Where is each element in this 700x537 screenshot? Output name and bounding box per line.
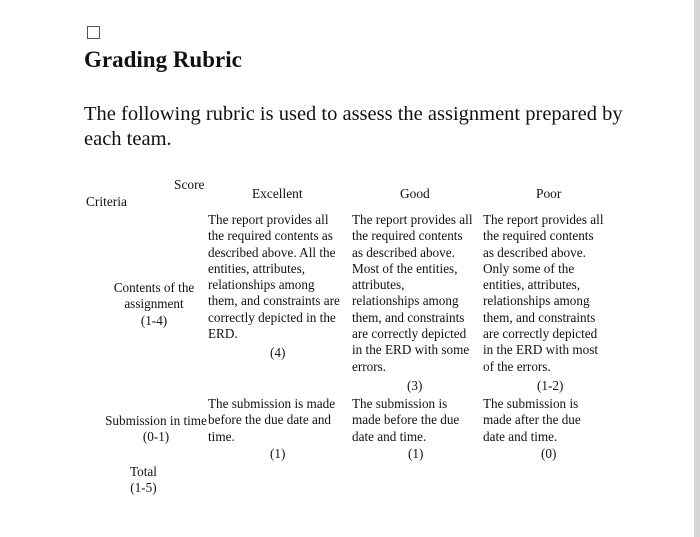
submission-good-description: The submission is made before the due date and time. — [352, 396, 460, 444]
page-title: Grading Rubric — [84, 47, 242, 72]
submission-excellent-score: (1) — [270, 446, 286, 461]
header-excellent: Excellent — [252, 186, 303, 201]
header-criteria: Criteria — [86, 194, 127, 209]
header-score: Score — [174, 177, 205, 192]
contents-excellent-description: The report provides all the required contents as described above. All the entities, attributes, relationships among them, and constraints are correctly depicted in the ERD. — [208, 212, 340, 342]
intro-paragraph: The following rubric is used to assess the assignment prepared by each team. — [84, 103, 623, 150]
contents-good-description: The report provides all the required contents as described above. Most of the entities, attributes, relationships among them, and constraints are correctly depicted in the ERD with some errors. — [352, 212, 473, 374]
contents-excellent-score: (4) — [270, 345, 286, 360]
submission-poor-score: (0) — [541, 446, 557, 461]
contents-poor-score: (1-2) — [537, 378, 564, 393]
checkbox-icon[interactable] — [87, 26, 100, 39]
submission-good-score: (1) — [408, 446, 424, 461]
criterion-submission: Submission in time (0-1) — [105, 413, 207, 445]
submission-excellent-description: The submission is made before the due date and time. — [208, 396, 336, 444]
submission-poor-description: The submission is made after the due date and time. — [483, 396, 581, 444]
total-row: Total (1-5) — [130, 464, 157, 496]
window-edge — [694, 0, 700, 537]
header-poor: Poor — [536, 186, 562, 201]
criterion-contents: Contents of the assignment (1-4) — [113, 280, 195, 328]
contents-good-score: (3) — [407, 378, 423, 393]
contents-poor-description: The report provides all the required contents as described above. Only some of the entities, attributes, relationships among them, and constraints are correctly depicted in the ERD with most of the errors. — [483, 212, 604, 374]
header-good: Good — [400, 186, 430, 201]
